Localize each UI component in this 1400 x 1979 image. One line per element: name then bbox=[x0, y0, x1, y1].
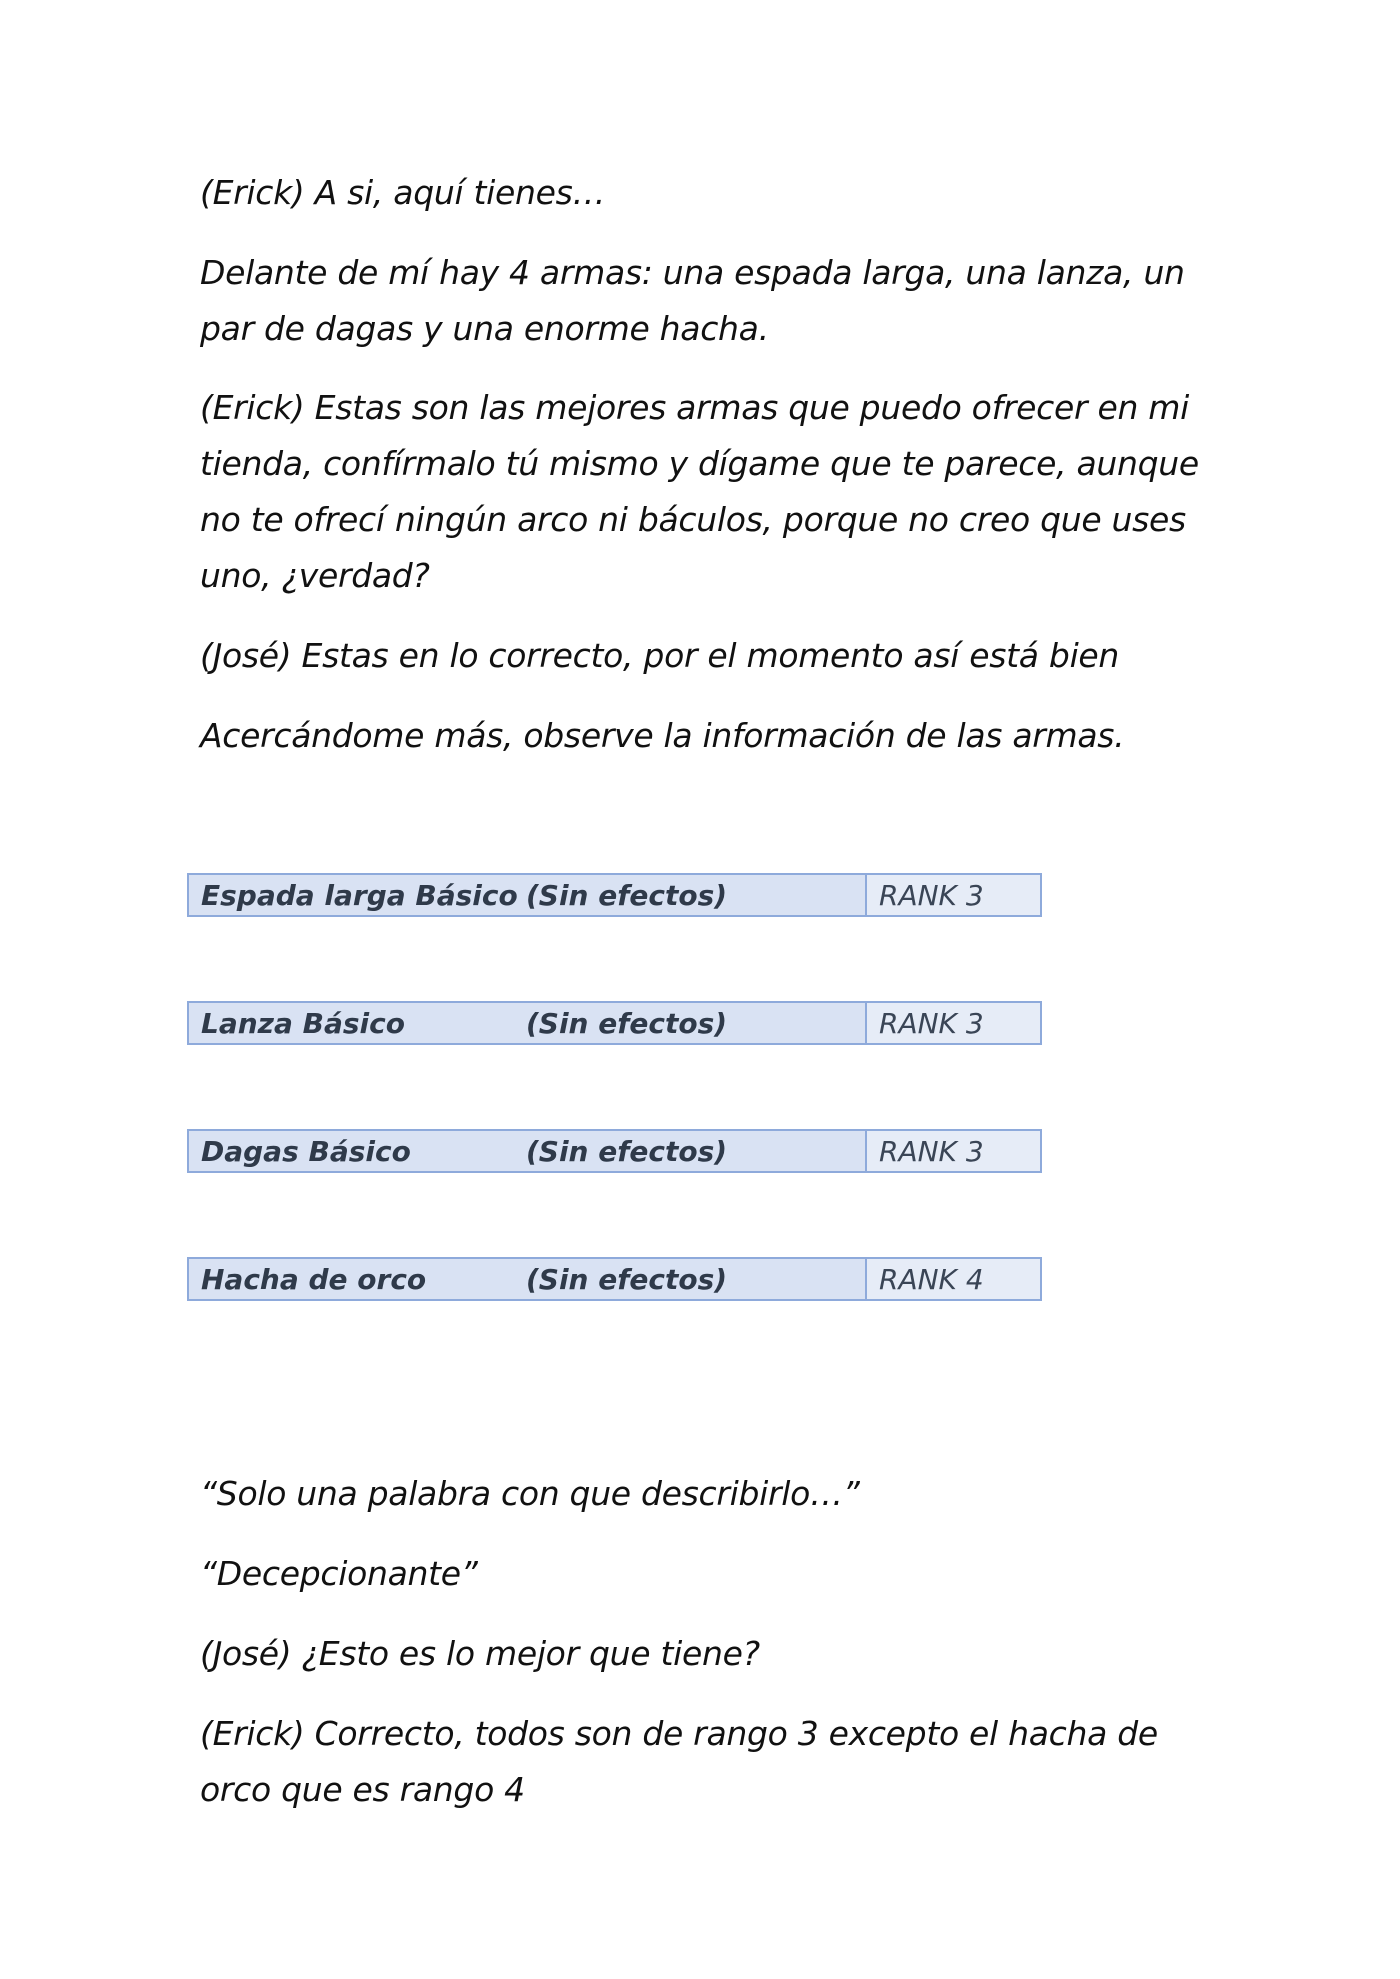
paragraph-observe-info: Acercándome más, observe la información de las armas. bbox=[200, 716, 1125, 755]
weapon-effect: (Sin efectos) bbox=[526, 1007, 728, 1040]
paragraph-erick-answer: (Erick) Correcto, todos son de rango 3 excepto el hacha de orco que es rango 4 bbox=[200, 1714, 1158, 1809]
weapon-name: Dagas Básico bbox=[201, 1135, 411, 1168]
weapon-name: Espada larga Básico bbox=[201, 879, 518, 912]
cell-divider bbox=[865, 1259, 867, 1299]
paragraph-weapons-description: Delante de mí hay 4 armas: una espada larga, una lanza, un par de dagas y una enorme hacha. bbox=[200, 253, 1185, 348]
cell-divider bbox=[865, 875, 867, 915]
weapon-name: Lanza Básico bbox=[201, 1007, 405, 1040]
paragraph-jose-reply: (José) Estas en lo correcto, por el momento así está bien bbox=[200, 636, 1120, 675]
weapon-rank: RANK 3 bbox=[879, 1135, 984, 1168]
cell-divider bbox=[865, 1003, 867, 1043]
paragraph-erick-offer: (Erick) Estas son las mejores armas que puedo ofrecer en mi tienda, confírmalo tú mismo y dígame que te parece, aunque no te ofrecí ningún arco ni báculos, porque no creo que uses uno, ¿verdad? bbox=[200, 388, 1199, 595]
weapon-info-box bbox=[187, 1257, 1042, 1301]
weapon-info-box bbox=[187, 873, 1042, 917]
weapon-effect: (Sin efectos) bbox=[526, 1263, 728, 1296]
weapon-info-box bbox=[187, 1129, 1042, 1173]
weapon-rank: RANK 3 bbox=[879, 879, 984, 912]
weapon-effect: (Sin efectos) bbox=[526, 879, 728, 912]
weapon-rank: RANK 3 bbox=[879, 1007, 984, 1040]
cell-divider bbox=[865, 1131, 867, 1171]
weapon-name: Hacha de orco bbox=[201, 1263, 427, 1296]
weapon-info-box bbox=[187, 1001, 1042, 1045]
weapon-effect: (Sin efectos) bbox=[526, 1135, 728, 1168]
paragraph-one-word: “Solo una palabra con que describirlo…” bbox=[200, 1474, 860, 1513]
paragraph-jose-question: (José) ¿Esto es lo mejor que tiene? bbox=[200, 1634, 760, 1673]
paragraph-disappointing: “Decepcionante” bbox=[200, 1554, 478, 1593]
weapon-rank: RANK 4 bbox=[879, 1263, 984, 1296]
paragraph-erick-intro: (Erick) A si, aquí tienes… bbox=[200, 173, 606, 212]
